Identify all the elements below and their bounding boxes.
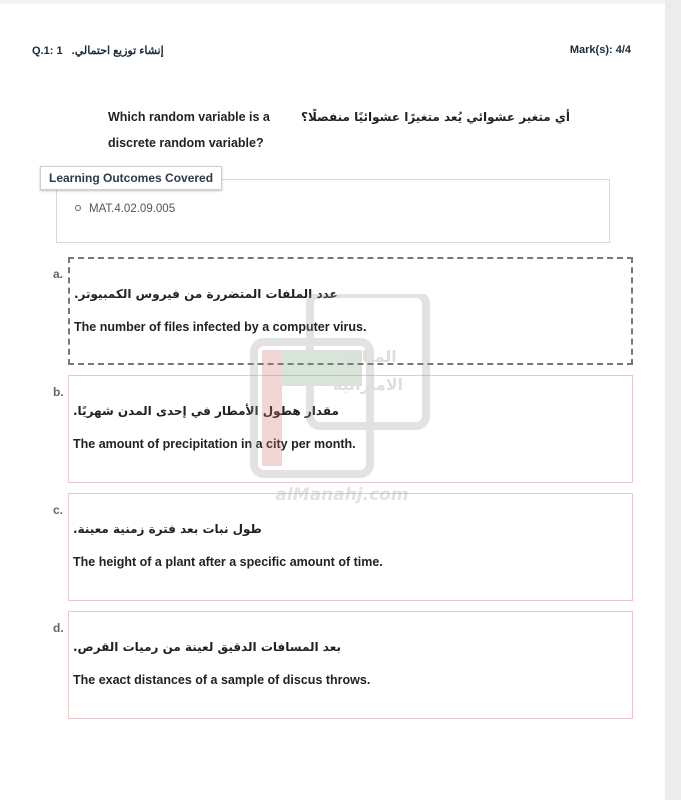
option-c[interactable] <box>68 493 633 601</box>
option-b-text-english: The amount of precipitation in a city per month. <box>73 437 356 451</box>
option-b-letter: b. <box>53 385 64 399</box>
question-stem-arabic: أي متغير عشوائي يُعد متغيرًا عشوائيًا منفصلًا؟ <box>301 110 570 124</box>
option-c-text-arabic: طول نبات بعد فترة زمنية معينة. <box>73 522 262 536</box>
option-d-text-arabic: بعد المسافات الدقيق لعينة من رميات القرص. <box>73 640 342 654</box>
learning-outcome-code: MAT.4.02.09.005 <box>89 203 176 215</box>
question-topic: إنشاء توزيع احتمالي. <box>71 45 164 57</box>
option-d[interactable] <box>68 611 633 719</box>
option-a-text-arabic: عدد الملفات المتضررة من فيروس الكمبيوتر. <box>74 287 338 301</box>
watermark-line1: المناهج <box>339 347 397 366</box>
option-a[interactable] <box>68 257 633 365</box>
option-b[interactable] <box>68 375 633 483</box>
learning-outcomes-heading: Learning Outcomes Covered <box>40 166 222 190</box>
option-d-text-english: The exact distances of a sample of discus throws. <box>73 673 371 687</box>
option-a-text-english: The number of files infected by a computer virus. <box>74 320 367 334</box>
option-a-letter: a. <box>53 267 64 281</box>
learning-outcome-item <box>75 203 175 215</box>
question-number: Q.1: 1 <box>32 45 63 57</box>
question-header <box>32 44 164 57</box>
watermark-latin: alManahj.com <box>275 485 409 504</box>
watermark-line2: الاماراتية <box>332 375 404 394</box>
question-stem-english: Which random variable is a discrete random variable? <box>108 110 270 150</box>
option-c-text-english: The height of a plant after a specific amount of time. <box>73 555 383 569</box>
bullet-icon <box>75 205 81 211</box>
option-c-letter: c. <box>53 503 64 517</box>
option-d-letter: d. <box>53 621 64 635</box>
question-page <box>0 4 665 800</box>
marks-label: Mark(s): 4/4 <box>569 44 631 56</box>
scroll-gutter <box>665 0 681 800</box>
option-b-text-arabic: مقدار هطول الأمطار في إحدى المدن شهريًا. <box>73 404 339 418</box>
